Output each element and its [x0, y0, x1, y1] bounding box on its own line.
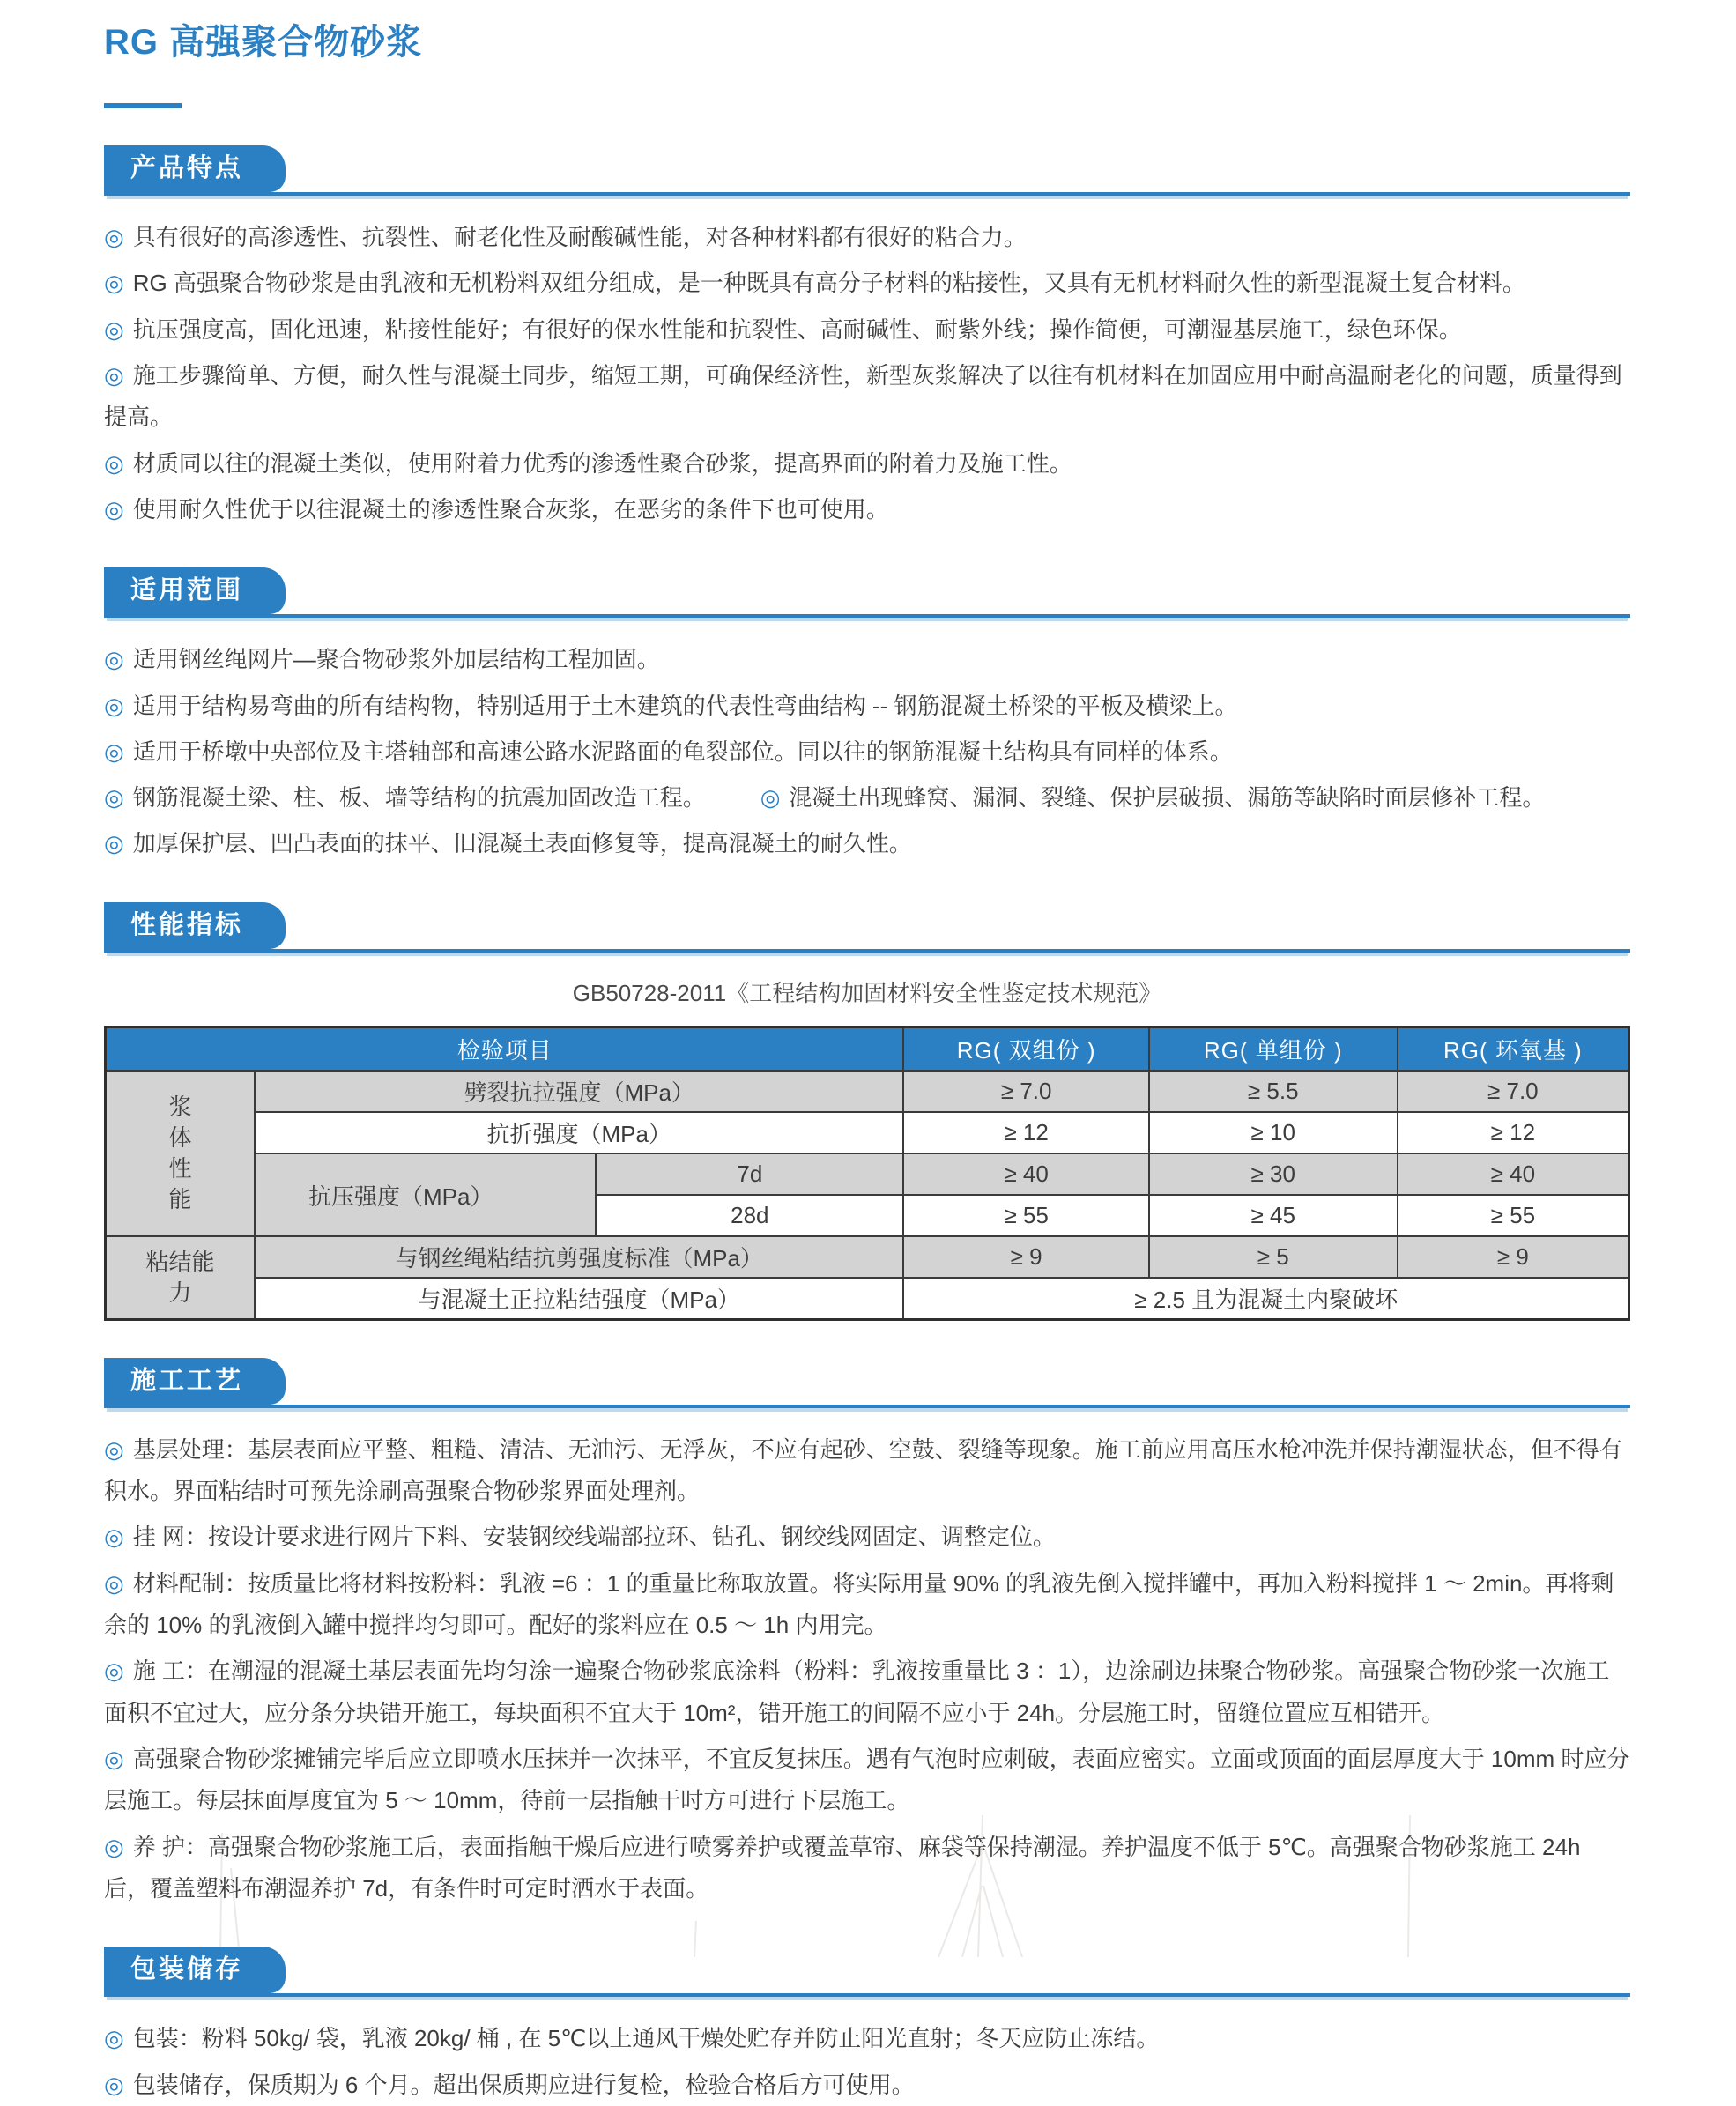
bullet-text: 挂 网：按设计要求进行网片下料、安装钢绞线端部拉环、钻孔、钢绞线网固定、调整定位。: [132, 1524, 1056, 1551]
ring-bullet-icon: ◎: [760, 784, 781, 812]
value-cell: ≥ 40: [903, 1153, 1148, 1195]
list-item: [104, 355, 1630, 439]
group-label-line: 体: [168, 1124, 192, 1152]
section-badge-scope: 适用范围: [104, 567, 286, 614]
value-cell: ≥ 5.5: [1149, 1071, 1398, 1112]
bullet-text: RG 高强聚合物砂浆是由乳液和无机粉料双组分组成，是一种既具有高分子材料的粘接性，又具有无机材料耐久性的新型混凝土复合材料。: [132, 270, 1525, 297]
group-label-line: 粘结能: [145, 1248, 215, 1275]
table-caption: GB50728-2011《工程结构加固材料安全性鉴定技术规范》: [572, 979, 1162, 1006]
value-cell: ≥ 7.0: [1398, 1071, 1629, 1112]
test-item-cell: 与钢丝绳粘结抗剪强度标准（MPa）: [255, 1236, 904, 1278]
section-badge-features: 产品特点: [104, 145, 286, 192]
ring-bullet-icon: ◎: [104, 2025, 124, 2052]
table-row: [106, 1071, 1629, 1112]
value-cell: ≥ 30: [1149, 1153, 1398, 1195]
group-label-line: 性: [168, 1155, 192, 1183]
bullet-text: 施 工：在潮湿的混凝土基层表面先均匀涂一遍聚合物砂浆底涂料（粉料：乳液按重量比 3 ：1），边涂刷边抹聚合物砂浆。高强聚合物砂浆一次施工面积不宜过大，应分条分块错开施工，每块面积不宜大于 10m²，错开施工的间隔不应小于 24h。分层施工时，留缝位置应互相错开。: [104, 1657, 1610, 1726]
list-item: [104, 686, 1630, 727]
list-item: [104, 639, 1630, 680]
bullet-text: 施工步骤简单、方便，耐久性与混凝土同步，缩短工期，可确保经济性，新型灰浆解决了以往有机材料在加固应用中耐高温耐老化的问题，质量得到提高。: [104, 361, 1622, 431]
bullet-text: 包装：粉料 50kg/ 袋，乳液 20kg/ 桶 , 在 5℃以上通风干燥处贮存并防止阳光直射；冬天应防止冻结。: [132, 2025, 1160, 2052]
list-item: [104, 263, 1630, 304]
list-item: [104, 217, 1630, 258]
features-list: [104, 217, 1630, 530]
value-cell: ≥ 55: [903, 1195, 1148, 1236]
table-row: [106, 1236, 1629, 1278]
row-group-label: [106, 1071, 255, 1236]
list-item: [104, 1516, 1630, 1558]
test-item-cell: 与混凝土正拉粘结强度（MPa）: [255, 1278, 904, 1319]
bullet-text: 适用于结构易弯曲的所有结构物，特别适用于土木建筑的代表性弯曲结构 -- 钢筋混凝土桥梁的平板及横梁上。: [132, 692, 1238, 719]
bullet-text: 抗压强度高，固化迅速，粘接性能好；有很好的保水性能和抗裂性、高耐碱性、耐紫外线；操作简便，可潮湿基层施工，绿色环保。: [132, 315, 1462, 343]
list-item: [104, 1650, 1630, 1734]
test-item-cell: 抗折强度（MPa）: [255, 1112, 904, 1153]
list-item: [104, 823, 1630, 864]
list-item-double: [104, 777, 1630, 819]
column-header: RG( 单组份 ): [1149, 1027, 1398, 1071]
table-row: [106, 1153, 1629, 1195]
ring-bullet-icon: ◎: [104, 315, 124, 343]
section-header-performance: [104, 902, 1630, 953]
bullet-text: 加厚保护层、凹凸表面的抹平、旧混凝土表面修复等，提高混凝土的耐久性。: [132, 830, 912, 857]
scope-list: [104, 639, 1630, 865]
value-cell: ≥ 9: [903, 1236, 1148, 1278]
section-header-scope: [104, 567, 1630, 618]
list-item: [104, 1739, 1630, 1822]
value-cell: ≥ 7.0: [903, 1071, 1148, 1112]
value-cell: ≥ 40: [1398, 1153, 1629, 1195]
ring-bullet-icon: ◎: [104, 224, 124, 250]
sub-item-cell: 28d: [596, 1195, 903, 1236]
bullet-text: 适用于桥墩中央部位及主塔轴部和高速公路水泥路面的龟裂部位。同以往的钢筋混凝土结构具有同样的体系。: [132, 738, 1233, 765]
ring-bullet-icon: ◎: [104, 646, 124, 673]
value-cell: ≥ 10: [1149, 1112, 1398, 1153]
bullet-text: 钢筋混凝土梁、柱、板、墙等结构的抗震加固改造工程。: [132, 784, 706, 812]
table-row: [106, 1112, 1629, 1153]
ring-bullet-icon: ◎: [104, 1657, 124, 1685]
section-header-process: [104, 1358, 1630, 1408]
group-label-line: 浆: [168, 1094, 192, 1121]
value-cell: ≥ 5: [1149, 1236, 1398, 1278]
table-header-row: [106, 1027, 1629, 1071]
list-item: [104, 1827, 1630, 1910]
process-list: [104, 1429, 1630, 1909]
bullet-text: 材质同以往的混凝土类似，使用附着力优秀的渗透性聚合砂浆，提高界面的附着力及施工性。: [132, 449, 1072, 477]
list-item: [104, 443, 1630, 485]
list-item: [104, 2065, 1630, 2106]
ring-bullet-icon: ◎: [104, 1524, 124, 1551]
ring-bullet-icon: ◎: [104, 692, 124, 719]
bullet-text: 养 护：高强聚合物砂浆施工后，表面指触干燥后应进行喷雾养护或覆盖草帘、麻袋等保持潮湿。养护温度不低于 5℃。高强聚合物砂浆施工 24h 后，覆盖塑料布潮湿养护 7d，有条件时可定时洒水于表面。: [104, 1833, 1581, 1902]
test-item-cell: 劈裂抗拉强度（MPa）: [255, 1071, 904, 1112]
row-group-label: [106, 1236, 255, 1319]
test-item-cell: 抗压强度（MPa）: [255, 1153, 596, 1236]
group-label-line: 能: [168, 1186, 192, 1213]
value-cell: ≥ 12: [903, 1112, 1148, 1153]
list-item: [104, 309, 1630, 351]
value-cell: ≥ 12: [1398, 1112, 1629, 1153]
ring-bullet-icon: ◎: [104, 270, 124, 297]
title-underline: [104, 103, 182, 108]
group-label-line: 力: [168, 1279, 192, 1306]
ring-bullet-icon: ◎: [104, 449, 124, 477]
value-cell: ≥ 45: [1149, 1195, 1398, 1236]
column-header: RG( 环氧基 ): [1398, 1027, 1629, 1071]
ring-bullet-icon: ◎: [104, 784, 124, 812]
list-item: [104, 489, 1630, 530]
bullet-text: 包装储存，保质期为 6 个月。超出保质期应进行复检，检验合格后方可使用。: [132, 2071, 915, 2098]
bullet-text: 适用钢丝绳网片—聚合物砂浆外加层结构工程加固。: [132, 646, 660, 673]
bullet-text: 使用耐久性优于以往混凝土的渗透性聚合灰浆，在恶劣的条件下也可使用。: [132, 495, 889, 523]
performance-table: [104, 1026, 1630, 1321]
ring-bullet-icon: ◎: [104, 1745, 124, 1772]
bullet-text: 材料配制：按质量比将材料按粉料：乳液 =6 ：1 的重量比称取放置。将实际用量 90% 的乳液先倒入搅拌罐中，再加入粉料搅拌 1 ～ 2min。再将剩余的 10% 的乳液倒入罐中搅拌均匀即可。配好的浆料应在 0.5 ～ 1h 内用完。: [104, 1569, 1614, 1638]
bullet-text: 具有很好的高渗透性、抗裂性、耐老化性及耐酸碱性能，对各种材料都有很好的粘合力。: [132, 224, 1027, 250]
table-row: [106, 1278, 1629, 1319]
ring-bullet-icon: ◎: [104, 830, 124, 857]
ring-bullet-icon: ◎: [104, 2071, 124, 2098]
value-cell: ≥ 9: [1398, 1236, 1629, 1278]
merged-value-cell: ≥ 2.5 且为混凝土内聚破坏: [903, 1278, 1628, 1319]
section-header-packaging: [104, 1947, 1630, 1997]
list-item: [104, 731, 1630, 773]
section-badge-packaging: 包装储存: [104, 1947, 286, 1993]
ring-bullet-icon: ◎: [104, 361, 124, 389]
column-header: RG( 双组份 ): [903, 1027, 1148, 1071]
ring-bullet-icon: ◎: [104, 1833, 124, 1860]
ring-bullet-icon: ◎: [104, 738, 124, 765]
bullet-text: 高强聚合物砂浆摊铺完毕后应立即喷水压抹并一次抹平，不宜反复抹压。遇有气泡时应刺破，表面应密实。立面或顶面的面层厚度大于 10mm 时应分层施工。每层抹面厚度宜为 5 ～ 10mm，待前一层指触干时方可进行下层施工。: [104, 1745, 1630, 1814]
page-title: RG 高强聚合物砂浆: [104, 23, 423, 62]
list-item: [104, 1563, 1630, 1647]
section-badge-process: 施工工艺: [104, 1358, 286, 1405]
ring-bullet-icon: ◎: [104, 1435, 124, 1463]
value-cell: ≥ 55: [1398, 1195, 1629, 1236]
packaging-list: [104, 2018, 1630, 2106]
sub-item-cell: 7d: [596, 1153, 903, 1195]
column-header: 检验项目: [106, 1027, 904, 1071]
list-item: [104, 1429, 1630, 1513]
list-item: [104, 2018, 1630, 2059]
bullet-text: 混凝土出现蜂窝、漏洞、裂缝、保护层破损、漏筋等缺陷时面层修补工程。: [789, 784, 1546, 812]
bullet-text: 基层处理：基层表面应平整、粗糙、清洁、无油污、无浮灰，不应有起砂、空鼓、裂缝等现象。施工前应用高压水枪冲洗并保持潮湿状态，但不得有积水。界面粘结时可预先涂刷高强聚合物砂浆界面处理剂。: [104, 1435, 1622, 1505]
ring-bullet-icon: ◎: [104, 1569, 124, 1597]
section-badge-performance: 性能指标: [104, 902, 286, 949]
ring-bullet-icon: ◎: [104, 495, 124, 523]
section-header-features: [104, 145, 1630, 196]
